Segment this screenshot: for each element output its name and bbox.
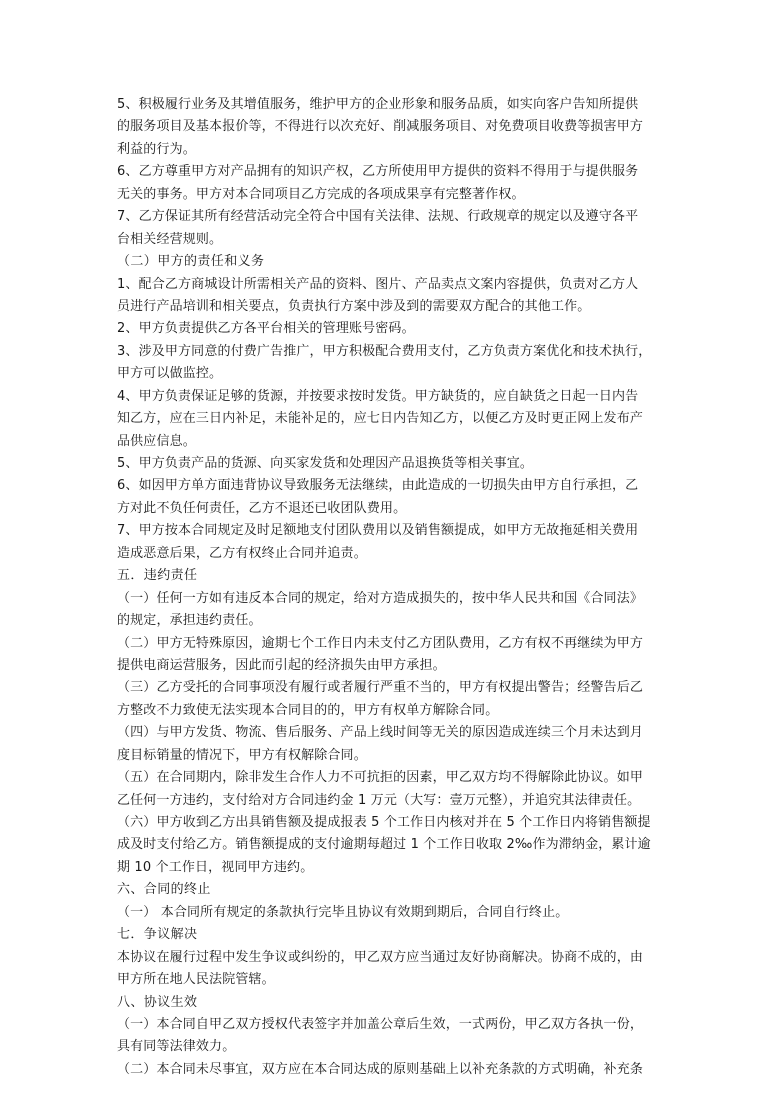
- section-heading: 五．违约责任: [117, 568, 198, 584]
- text-line: 本协议在履行过程中发生争议或纠纷的，甲乙双方应当通过友好协商解决。协商不成的，由: [117, 949, 644, 965]
- text-line: （二）甲方无特殊原因，逾期七个工作日内未支付乙方团队费用，乙方有权不再继续为甲方: [117, 635, 644, 651]
- text-line: 成及时支付给乙方。销售额提成的支付逾期每超过 1 个工作日收取 2‰作为滞纳金，累计逾: [117, 837, 651, 853]
- text-line: 7、甲方按本合同规定及时足额地支付团队费用以及销售额提成，如甲方无故拖延相关费用: [117, 523, 639, 539]
- text-line: （六）甲方收到乙方出具销售额及提成报表 5 个工作日内核对并在 5 个工作日内将销售额提: [117, 815, 651, 830]
- text-line: 品供应信息。: [117, 433, 196, 449]
- text-line: （四）与甲方发货、物流、售后服务、产品上线时间等无关的原因造成连续三个月未达到月: [117, 725, 644, 741]
- text-line: （五）在合同期内，除非发生合作人力不可抗拒的因素，甲乙双方均不得解除此协议。如甲: [117, 770, 644, 786]
- text-line: 方对此不负任何责任，乙方不退还已收团队费用。: [117, 500, 407, 516]
- section-heading: 八、协议生效: [117, 994, 198, 1010]
- text-line: （一）本合同自甲乙双方授权代表签字并加盖公章后生效，一式两份，甲乙双方各执一份，: [117, 1016, 644, 1032]
- text-line: （三）乙方受托的合同事项没有履行或者履行严重不当的，甲方有权提出警告；经警告后乙: [117, 680, 644, 696]
- text-line: 5、积极履行业务及其增值服务，维护甲方的企业形象和服务品质，如实向客户告知所提供: [117, 97, 639, 112]
- text-line: 甲方可以做监控。: [117, 366, 223, 382]
- text-line: 1、配合乙方商城设计所需相关产品的资料、图片、产品卖点文案内容提供，负责对乙方人: [117, 276, 639, 292]
- text-line: 乙任何一方违约，支付给对方合同违约金 1 万元（大写：壹万元整），并追究其法律责任。: [117, 792, 641, 808]
- text-line: 台相关经营规则。: [117, 231, 223, 247]
- text-line: 甲方所在地人民法院管辖。: [117, 972, 275, 988]
- text-line: 6、如因甲方单方面违背协议导致服务无法继续，由此造成的一切损失由甲方自行承担，乙: [117, 478, 639, 494]
- text-line: 4、甲方负责保证足够的货源，并按要求按时发货。甲方缺货的，应自缺货之日起一日内告: [117, 388, 639, 404]
- text-line: （一） 本合同所有规定的条款执行完毕且协议有效期到期后，合同自行终止。: [117, 904, 569, 920]
- section-heading: 七．争议解决: [117, 927, 198, 943]
- text-line: 的规定，承担违约责任。: [117, 613, 262, 629]
- text-line: 员进行产品培训和相关要点，负责执行方案中涉及到的需要双方配合的其他工作。: [117, 298, 591, 314]
- text-line: 方整改不力致使无法实现本合同目的的，甲方有权单方解除合同。: [117, 702, 499, 718]
- text-line: 3、涉及甲方同意的付费广告推广，甲方积极配合费用支付，乙方负责方案优化和技术执行，: [117, 343, 652, 359]
- text-line: 2、甲方负责提供乙方各平台相关的管理账号密码。: [117, 321, 415, 337]
- text-line: 具有同等法律效力。: [117, 1039, 236, 1055]
- text-line: 5、甲方负责产品的货源、向买家发货和处理因产品退换货等相关事宜。: [117, 456, 534, 471]
- text-line: 度目标销量的情况下，甲方有权解除合同。: [117, 747, 367, 763]
- text-line: 无关的事务。甲方对本合同项目乙方完成的各项成果享有完整著作权。: [117, 186, 525, 202]
- text-line: 6、乙方尊重甲方对产品拥有的知识产权，乙方所使用甲方提供的资料不得用于与提供服务: [117, 164, 639, 180]
- section-heading: 六、合同的终止: [117, 882, 211, 898]
- text-line: 的服务项目及基本报价等，不得进行以次充好、削减服务项目、对免费项目收费等损害甲方: [117, 119, 644, 135]
- text-line: 造成恶意后果，乙方有权终止合同并追责。: [117, 545, 367, 561]
- text-line: 利益的行为。: [117, 141, 196, 157]
- section-heading: （二）甲方的责任和义务: [117, 254, 265, 270]
- text-line: （二）本合同未尽事宜，双方应在本合同达成的原则基础上以补充条款的方式明确，补充条: [117, 1061, 644, 1077]
- text-line: 知乙方，应在三日内补足，未能补足的，应七日内告知乙方，以便乙方及时更正网上发布产: [117, 411, 644, 427]
- document-body: [117, 94, 662, 1081]
- text-line: （一）任何一方如有违反本合同的规定，给对方造成损失的，按中华人民共和国《合同法》: [117, 590, 644, 606]
- text-line: 提供电商运营服务，因此而引起的经济损失由甲方承担。: [117, 657, 446, 673]
- text-line: 期 10 个工作日，视同甲方违约。: [117, 859, 314, 875]
- text-line: 7、乙方保证其所有经营活动完全符合中国有关法律、法规、行政规章的规定以及遵守各平: [117, 209, 639, 225]
